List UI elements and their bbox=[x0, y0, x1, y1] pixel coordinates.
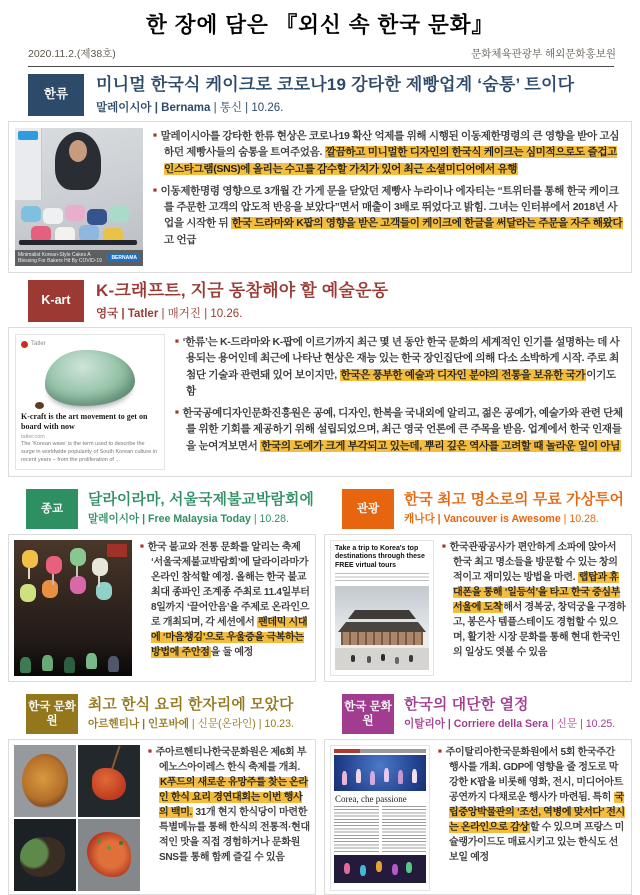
visitor-figures bbox=[351, 655, 355, 662]
bernama-chip: BERNAMA bbox=[108, 254, 140, 262]
bullet-item: ■ 주아르헨티나한국문화원은 제6회 부에노스아이레스 한식 축제를 개최. K푸드의 새로운 유망주를 찾는 온라인 한식 요리 경연대회는 이번 행사의 백미. 31개 현지 한식당이 마련한 특별메뉴를 통해 한식의 전통적·현대적인 맛을 직접 경험하거나 문화원 SNS를 통해 함께 즐길 수 있음 bbox=[148, 745, 310, 865]
bernama-logo bbox=[18, 131, 38, 140]
highlighted-text: 한국 드라마와 K팝의 영향을 받은 고객들이 케이크에 한글을 써달라는 주문을 자주 해왔다 bbox=[231, 217, 623, 230]
tatler-article-thumbnail bbox=[15, 334, 165, 470]
article-title: 최고 한식 요리 한자리에 모았다 bbox=[88, 696, 294, 713]
thumbnail-credit: tatler.com bbox=[21, 434, 45, 440]
japchae-photo bbox=[14, 745, 76, 817]
section-kcc-argentina bbox=[8, 690, 316, 895]
bullet-item: ■ 이동제한명령 영향으로 3개월 간 가게 문을 닫았던 제빵사 누라이나 에자티는 “트위터를 통해 한국 케이크를 주문한 고객의 압도적 반응을 보았다”면서 매출이 3배로 뛰었다고 밝힘. 그녀는 인터뷰에서 2018년 사업을 시작한 뒤 한국 드라마와 K팝의 영향을 받은 고객들이 케이크에 한글을 써달라는 주문을 자주 해왔다고 언급 bbox=[153, 183, 625, 248]
performance-photo bbox=[334, 855, 426, 883]
thumbnail-excerpt: The ‘Korean wave’ is the term used to describe the surge in worldwide popularity of South Korean culture in recent years – from the proliferation of ... bbox=[21, 441, 158, 463]
bulgogi-photo bbox=[14, 819, 76, 891]
bullet-item: ■ 한국공예디자인문화진흥원은 공예, 디자인, 한복을 국내외에 알리고, 젊은 공예가, 예술가와 관련 단체를 위한 기회를 제공하기 위해 설립되었으며, 최근 영국 언론에 큰 주목을 받음. 업계에서 한국 인재들을 눈여겨보면서 한국의 도예가 크게 부각되고 있는데, 뿌리 깊은 역사를 고려할 때 놀라운 일이 아님 bbox=[175, 405, 625, 454]
section-k-art-header bbox=[28, 280, 628, 322]
section-kcc-italy bbox=[324, 690, 632, 895]
article-source: 말레이시아 | Bernama | 통신 | 10.26. bbox=[96, 101, 284, 114]
virtual-tour-article-thumbnail bbox=[330, 540, 434, 676]
lanterns-graphic bbox=[22, 550, 38, 568]
highlighted-text: 국립중앙박물관의 ‘조선, 역병에 맞서다’ 전시는 온라인으로 감상 bbox=[449, 792, 625, 833]
category-badge-tourism: 관광 bbox=[342, 489, 394, 529]
article-title: 한국의 대단한 열정 bbox=[404, 696, 529, 713]
crowd-figures bbox=[20, 657, 31, 673]
article-source: 영국 | Tatler | 매거진 | 10.26. bbox=[96, 307, 243, 320]
section-k-art-body bbox=[8, 327, 632, 477]
kimchi-photo bbox=[78, 745, 140, 817]
issue-date: 2020.11.2.(제38호) bbox=[28, 48, 116, 60]
newspaper-text-columns bbox=[334, 806, 426, 852]
section-hallyu-body bbox=[8, 121, 632, 273]
article-title: K-크래프트, 지금 동참해야 할 예술운동 bbox=[96, 281, 389, 301]
lantern-parade-photo bbox=[14, 540, 132, 676]
cakes-photo bbox=[15, 128, 143, 266]
ceramic-bowl-graphic bbox=[45, 350, 135, 406]
thumbnail-headline: Take a trip to Korea's top destinations through these FREE virtual tours bbox=[335, 545, 425, 569]
highlighted-text: 깔끔하고 미니멀한 디자인의 한국식 케이크는 심미적으로도 즐겁고 인스타그램(SNS)에 올리는 수고를 감수할 가치가 있어 최근 소셜미디어에서 유행 bbox=[164, 146, 618, 175]
page-title: 한 장에 담은 『외신 속 한국 문화』 bbox=[145, 13, 495, 37]
section-hallyu-header bbox=[28, 74, 628, 116]
thumbnail-text-lines bbox=[335, 573, 429, 583]
article-title: 한국 최고 명소로의 무료 가상투어 bbox=[404, 491, 625, 508]
thumbnail-headline: Corea, che passione bbox=[335, 794, 407, 804]
corriere-article-thumbnail bbox=[330, 745, 430, 891]
cakes-row bbox=[21, 206, 41, 222]
category-badge-kcc: 한국 문화원 bbox=[342, 694, 394, 734]
section-religion bbox=[8, 485, 316, 682]
spicy-chicken-photo bbox=[78, 819, 140, 891]
publisher-name: 문화체육관광부 해외문화홍보원 bbox=[471, 48, 616, 60]
article-source: 캐나다 | Vancouver is Awesome | 10.28. bbox=[404, 513, 599, 526]
highlighted-text: 랩탑과 휴대폰을 통해 ‘일등석’을 타고 한국 중심부 서울에 도착 bbox=[453, 572, 621, 613]
bullet-item: ■ 주이탈리아한국문화원에서 5회 한국주간 행사를 개최. GDP에 영향을 줄 정도로 막강한 K팝을 비롯해 영화, 전시, 미디어아트 공연까지 다채로운 행사가 마련됨. 특히 국립중앙박물관의 ‘조선, 역병에 맞서다’ 전시는 온라인으로 감상할 수 있으며 프랑스 미슐랭가이드도 매료시키고 있는 한식도 선보일 예정 bbox=[438, 745, 626, 865]
category-badge-hallyu: 한류 bbox=[28, 74, 84, 116]
photo-caption: Minimalist Korean-Style Cakes A Blessing For Bakers Hit By COVID-19 BERNAMA bbox=[15, 250, 143, 267]
category-badge-kcc: 한국 문화원 bbox=[26, 694, 78, 734]
section-tourism-body bbox=[324, 534, 632, 682]
bullet-item: ■ ‘한류’는 K-드라마와 K-팝에 이르기까지 최근 몇 년 동안 한국 문화의 세계적인 인기를 설명하는 데 사용되는 용어인데 최근에 나타난 현상은 재능 있는 한국 장인집단에 의해 다소 소박하게 시작. 주로 최첨단 기술과 관련돼 있어 보이지만, 한국은 풍부한 예술과 디자인 분야의 전통을 보유한 국가이기도 함 bbox=[175, 334, 625, 399]
bullet-item: ■ 말레이시아를 강타한 한류 현상은 코로나19 확산 억제를 위해 시행된 이동제한명령의 큰 영향을 받아 고심하던 제빵사들의 숨통을 트여주었음. 깔끔하고 미니멀한 디자인의 한국식 케이크는 심미적으로도 즐겁고 인스타그램(SNS)에 올리는 수고를 감수할 가치가 있어 최근 소셜미디어에서 유행 bbox=[153, 128, 625, 177]
section-hallyu bbox=[8, 74, 632, 273]
article-title: 달라이라마, 서울국제불교박람회에 bbox=[88, 491, 315, 508]
highlighted-text: 팬데믹 시대에 ‘마음챙김’으로 우울증을 극복하는 방법에 주안점 bbox=[151, 617, 308, 658]
article-source: 말레이시아 | Free Malaysia Today | 10.28. bbox=[88, 513, 289, 526]
thumbnail-headline: K-craft is the art movement to get on board with now bbox=[21, 412, 148, 431]
article-title: 미니멀 한국식 케이크로 코로나19 강타한 제빵업계 ‘숨통’ 트이다 bbox=[96, 75, 575, 95]
section-religion-body bbox=[8, 534, 316, 682]
tatler-logo-icon bbox=[21, 341, 28, 348]
dancer-figures bbox=[342, 771, 347, 785]
meta-row bbox=[8, 46, 632, 64]
highlighted-text: 한국은 풍부한 예술과 디자인 분야의 전통을 보유한 국가 bbox=[340, 368, 586, 381]
article-source: 아르헨티나 | 인포바에 | 신문(온라인) | 10.23. bbox=[88, 718, 294, 731]
palace-roof bbox=[348, 610, 416, 619]
tatler-brand: Tatler bbox=[31, 341, 46, 347]
divider-rule bbox=[28, 66, 614, 67]
korean-food-photo-grid bbox=[14, 745, 140, 891]
highlighted-text: 한국의 도예가 크게 부각되고 있는데, 뿌리 깊은 역사를 고려할 때 놀라운 일이 아님 bbox=[261, 439, 620, 452]
section-kcc-argentina-body bbox=[8, 739, 316, 895]
gyeongbokgung-photo bbox=[335, 586, 429, 670]
dancers-photo bbox=[334, 755, 426, 791]
article-source: 이탈리아 | Corriere della Sera | 신문 | 10.25. bbox=[404, 718, 616, 731]
section-kcc-italy-body bbox=[324, 739, 632, 895]
category-badge-religion: 종교 bbox=[26, 489, 78, 529]
highlighted-text: K푸드의 새로운 유망주를 찾는 온라인 한식 요리 경연대회는 이번 행사의 백미. bbox=[159, 777, 308, 818]
category-badge-k-art: K-art bbox=[28, 280, 84, 322]
section-tourism bbox=[324, 485, 632, 682]
section-k-art bbox=[8, 280, 632, 477]
bullet-item: ■ 한국 불교와 전통 문화를 알리는 축제 ‘서울국제불교박람회’에 달라이라마가 온라인 참석할 예정. 올해는 한국 불교 최대 종파인 조계종 주최로 11.4일부터 8일까지 ‘끌어안음’을 주제로 온라인으로 개최되며, 각 세션에서 팬데믹 시대에 ‘마음챙김’으로 우울증을 극복하는 방법에 주안점을 둘 예정 bbox=[140, 540, 310, 660]
bullet-item: ■ 한국관광공사가 편안하게 소파에 앉아서 한국 최고 명소들을 방문할 수 있는 창의적이고 재미있는 방법을 마련. 랩탑과 휴대폰을 통해 ‘일등석’을 타고 한국 중심부 서울에 도착해서 경복궁, 창덕궁을 구경하고, 봉은사 템플스테이도 경험할 수 있으며, 활기찬 시장 문화를 통해 현대 한국인의 일상도 엿볼 수 있음 bbox=[442, 540, 626, 660]
